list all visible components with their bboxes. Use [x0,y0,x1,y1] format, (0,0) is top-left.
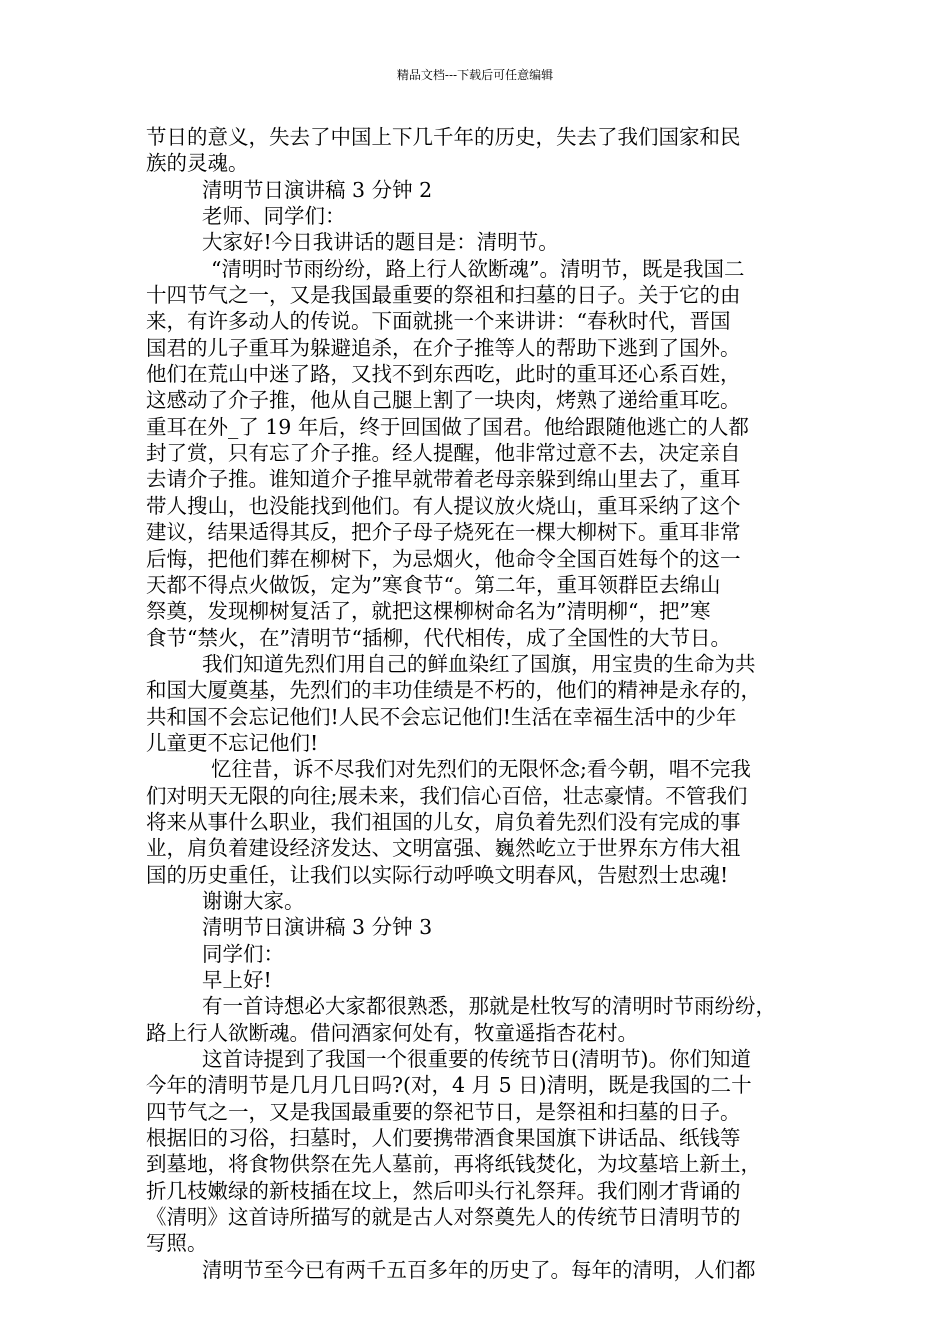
text-line: 老师、同学们： [202,204,346,229]
text-line: 我们知道先烈们用自己的鲜血染红了国旗，用宝贵的生命为共 [202,651,756,676]
document-body [146,124,816,1283]
text-line: 同学们： [202,941,284,966]
text-line: 忆往昔，诉不尽我们对先烈们的无限怀念;看今朝，唱不完我 [211,757,751,782]
text-line: 四节气之一，又是我国最重要的祭祀节日，是祭祖和扫墓的日子。 [146,1099,741,1124]
text-line: 封了赏，只有忘了介子推。经人提醒，他非常过意不去，决定亲自 [146,441,741,466]
text-line: 他们在荒山中迷了路，又找不到东西吃，此时的重耳还心系百姓， [146,362,741,387]
text-line: 重耳在外_了 19 年后，终于回国做了国君。他给跟随他逃亡的人都 [146,414,749,439]
text-line: 清明节至今已有两千五百多年的历史了。每年的清明，人们都 [202,1257,756,1282]
text-line: 今年的清明节是几月几日吗?(对，4 月 5 日)清明，既是我国的二十 [146,1073,752,1098]
text-line: 谢谢大家。 [202,888,305,913]
text-line: 国的历史重任，让我们以实际行动呼唤文明春风，告慰烈士忠魂! [146,862,729,887]
text-line: 大家好!今日我讲话的题目是：清明节。 [202,230,559,255]
text-line: 们对明天无限的向往;展未来，我们信心百倍，壮志豪情。不管我们 [146,783,748,808]
text-line: 来，有许多动人的传说。下面就挑一个来讲讲：“春秋时代，晋国 [146,309,731,334]
text-line: 路上行人欲断魂。借问酒家何处有，牧童遥指杏花村。 [146,1020,638,1045]
text-line: 建议，结果适得其反，把介子母子烧死在一棵大柳树下。重耳非常 [146,520,741,545]
text-line: 业，肩负着建设经济发达、文明富强、巍然屹立于世界东方伟大祖 [146,836,741,861]
text-line: 《清明》这首诗所描写的就是古人对祭奠先人的传统节日清明节的 [146,1205,741,1230]
text-line: 带人搜山，也没能找到他们。有人提议放火烧山，重耳采纳了这个 [146,493,741,518]
text-line: 节日的意义，失去了中国上下几千年的历史，失去了我们国家和民 [146,125,741,149]
text-line: 这首诗提到了我国一个很重要的传统节日(清明节)。你们知道 [202,1047,751,1072]
text-line: “清明时节雨纷纷，路上行人欲断魂”。清明节，既是我国二 [211,256,745,281]
text-line: 这感动了介子推，他从自己腿上割了一块肉，烤熟了递给重耳吃。 [146,388,741,413]
text-line: 清明节日演讲稿 3 分钟 2 [202,177,433,202]
text-line: 国君的儿子重耳为躲避追杀，在介子推等人的帮助下逃到了国外。 [146,335,741,360]
text-line: 食节“禁火，在”清明节“插柳，代代相传，成了全国性的大节日。 [146,625,731,650]
text-line: 祭奠，发现柳树复活了，就把这棵柳树命名为”清明柳“，把”寒 [146,599,711,624]
text-line: 去请介子推。谁知道介子推早就带着老母亲躲到绵山里去了，重耳 [146,467,741,492]
page-header: 精品文档---下载后可任意编辑 [396,68,554,82]
text-line: 有一首诗想必大家都很熟悉，那就是杜牧写的清明时节雨纷纷， [202,994,776,1019]
text-line: 共和国不会忘记他们!人民不会忘记他们!生活在幸福生活中的少年 [146,704,737,729]
text-line: 清明节日演讲稿 3 分钟 3 [202,915,433,940]
text-line: 和国大厦奠基，先烈们的丰功佳绩是不朽的，他们的精神是永存的， [146,678,761,703]
text-line: 早上好! [202,968,272,992]
text-line: 后悔，把他们葬在柳树下，为忌烟火，他命令全国百姓每个的这一 [146,546,741,571]
text-line: 写照。 [146,1231,208,1256]
text-line: 折几枝嫩绿的新枝插在坟上，然后叩头行礼祭拜。我们刚才背诵的 [146,1178,741,1203]
text-line: 儿童更不忘记他们! [146,730,319,755]
text-line: 根据旧的习俗，扫墓时，人们要携带酒食果国旗下讲话品、纸钱等 [146,1126,741,1151]
text-line: 到墓地，将食物供祭在先人墓前，再将纸钱焚化，为坟墓培上新土， [146,1152,761,1177]
text-line: 十四节气之一，又是我国最重要的祭祖和扫墓的日子。关于它的由 [146,283,741,308]
text-line: 族的灵魂。 [146,151,249,176]
text-line: 天都不得点火做饭，定为”寒食节“。第二年，重耳领群臣去绵山 [146,572,721,597]
text-line: 将来从事什么职业，我们祖国的儿女，肩负着先烈们没有完成的事 [146,809,741,834]
